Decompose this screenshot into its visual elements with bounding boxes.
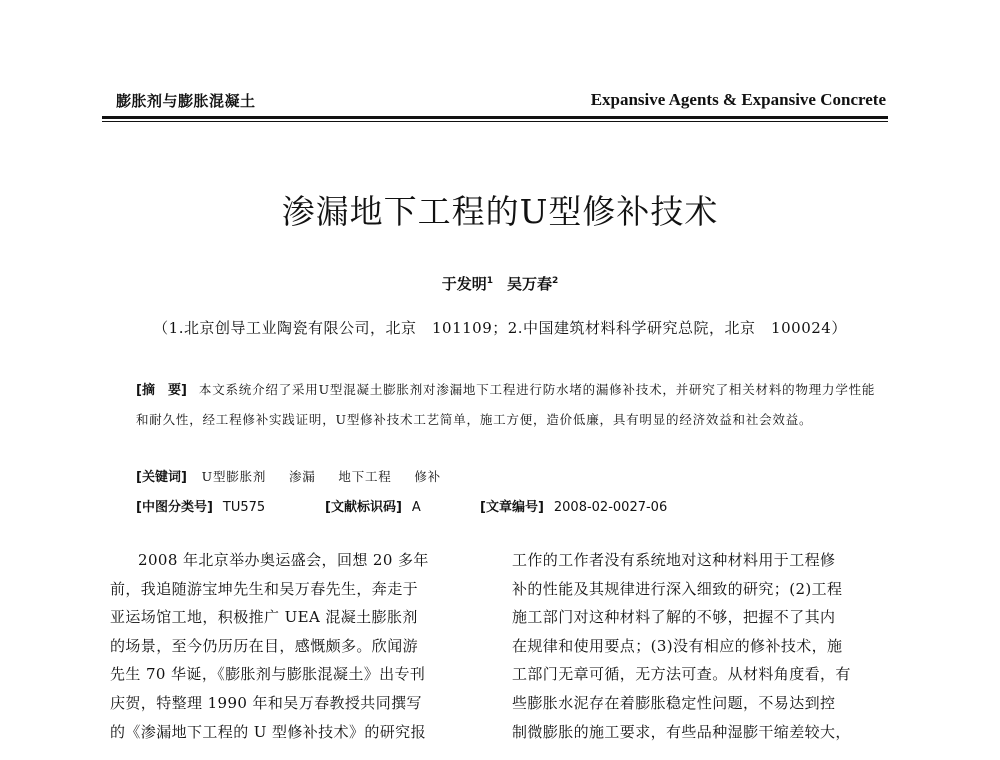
body-line: 补的性能及其规律进行深入细致的研究；(2)工程 bbox=[512, 579, 843, 598]
body-line: 的场景，至今仍历历在目，感慨颇多。欣闻游 bbox=[110, 636, 419, 655]
header-rule-thin bbox=[102, 121, 888, 122]
author-affiliation-mark: 2 bbox=[552, 276, 559, 286]
keyword: 修补 bbox=[414, 469, 441, 484]
abstract bbox=[136, 375, 876, 434]
body-line: 庆贺，特整理 1990 年和吴万春教授共同撰写 bbox=[110, 693, 422, 712]
header-rule-thick bbox=[102, 116, 888, 119]
author-affiliation-mark: 1 bbox=[486, 276, 493, 286]
affiliation: （1.北京创导工业陶瓷有限公司，北京 101109；2.中国建筑材料科学研究总院，北京 100024） bbox=[153, 319, 847, 337]
body-line: 制微膨胀的施工要求，有些品种湿膨干缩差较大， bbox=[512, 722, 851, 741]
classification-value: TU575 bbox=[222, 500, 266, 515]
body-line: 亚运场馆工地，积极推广 UEA 混凝土膨胀剂 bbox=[110, 608, 418, 627]
article-number-label: [文章编号] bbox=[480, 500, 544, 515]
body-column-right bbox=[512, 546, 884, 746]
document-code bbox=[325, 496, 421, 515]
keywords bbox=[136, 466, 876, 485]
keyword: 渗漏 bbox=[289, 469, 316, 484]
keyword: 地下工程 bbox=[338, 469, 392, 484]
classification-label: [中图分类号] bbox=[136, 500, 213, 515]
author-name: 于发明 bbox=[441, 275, 487, 293]
article-number bbox=[480, 496, 667, 515]
authors bbox=[0, 273, 1000, 294]
body-line: 前，我追随游宝坤先生和吴万春先生，奔走于 bbox=[110, 579, 419, 598]
classification-number bbox=[136, 496, 265, 515]
abstract-text: 本文系统介绍了采用U型混凝土膨胀剂对渗漏地下工程进行防水堵的漏修补技术，并研究了相关材料的物理力学性能和耐久性，经工程修补实践证明，U型修补技术工艺简单，施工方便，造价低廉，具有明显的经济效益和社会效益。 bbox=[136, 382, 876, 427]
body-line: 工作的工作者没有系统地对这种材料用于工程修 bbox=[512, 551, 836, 569]
author-name: 吴万春 bbox=[507, 275, 553, 293]
journal-title-en: Expansive Agents & Expansive Concrete bbox=[590, 90, 886, 109]
body-line: 在规律和使用要点；(3)没有相应的修补技术，施 bbox=[512, 636, 843, 655]
body-line: 2008 年北京举办奥运盛会，回想 20 多年 bbox=[138, 551, 429, 569]
running-header bbox=[104, 88, 886, 112]
body-line: 施工部门对这种材料了解的不够，把握不了其内 bbox=[512, 608, 836, 627]
article-number-value: 2008-02-0027-06 bbox=[553, 500, 668, 515]
article-title: 渗漏地下工程的U型修补技术 bbox=[281, 192, 719, 231]
keywords-label: [关键词] bbox=[136, 470, 187, 485]
body-line: 先生 70 华诞，《膨胀剂与膨胀混凝土》出专刊 bbox=[110, 665, 426, 684]
body-line: 些膨胀水泥存在着膨胀稳定性问题，不易达到控 bbox=[512, 693, 836, 712]
keyword: U型膨胀剂 bbox=[201, 469, 267, 484]
document-code-label: [文献标识码] bbox=[325, 500, 402, 515]
body-line: 工部门无章可循，无方法可查。从材料角度看，有 bbox=[512, 665, 851, 684]
body-column-left bbox=[110, 546, 482, 746]
journal-title-cn: 膨胀剂与膨胀混凝土 bbox=[116, 92, 256, 110]
body-line: 的《渗漏地下工程的 U 型修补技术》的研究报 bbox=[110, 722, 426, 741]
document-code-value: A bbox=[411, 500, 421, 515]
abstract-label: [摘 要] bbox=[136, 383, 187, 398]
